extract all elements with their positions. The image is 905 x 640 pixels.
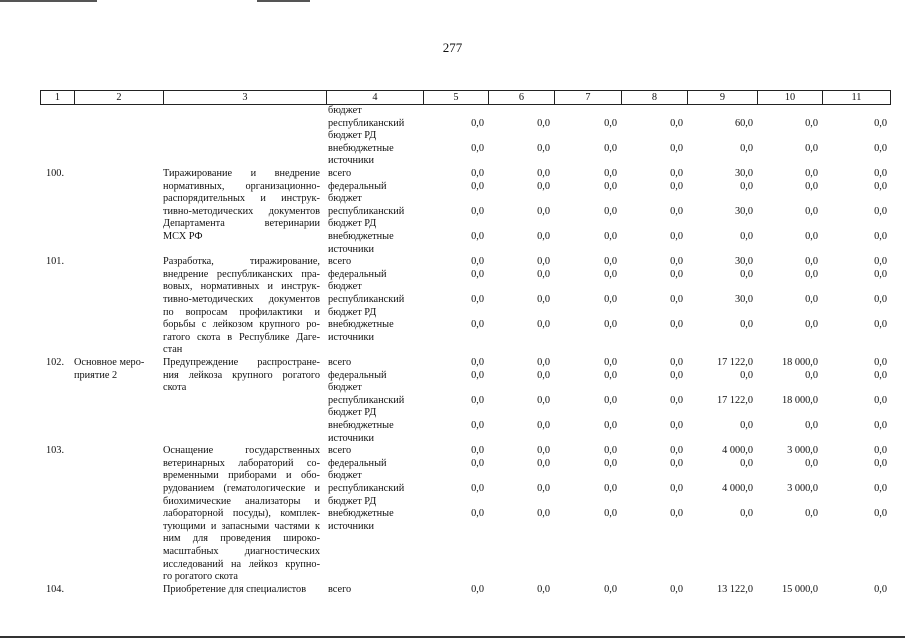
funding-source [328,118,423,143]
value-col-8: 0,0 [670,356,683,368]
value-col-7: 0,0 [604,419,617,431]
value-col-8: 0,0 [670,142,683,154]
description-line: Тиражирование и внедрение [163,168,320,179]
value-col-9: 60,0 [734,117,753,129]
value-col-9: 13 122,0 [716,583,753,595]
budget-table [40,90,891,596]
value-col-8: 0,0 [670,319,683,331]
table-row [40,105,891,168]
value-col-5: 0,0 [471,268,484,280]
activity-description [163,445,320,584]
table-body [40,105,891,596]
value-col-6: 0,0 [537,394,550,406]
description-line: лабораторной посуды), комплек- [163,508,320,520]
description-line: Оснащение государственных [163,445,320,457]
description-line: борьбы с лейкозом крупного ро- [163,319,320,331]
value-col-10: 0,0 [805,205,818,217]
funding-source-line: республиканский [328,205,405,217]
value-col-10: 15 000,0 [781,583,818,595]
description-line: временными приборами и обо- [163,470,320,482]
description-line: гатого скота в Республике Даге- [163,331,320,343]
row-number: 100. [46,168,65,179]
value-col-6: 0,0 [537,419,550,431]
value-col-5: 0,0 [471,117,484,129]
value-col-6: 0,0 [537,231,550,242]
value-col-8: 0,0 [670,117,683,129]
funding-source-line: внебюджетные [328,319,394,331]
description-line: исследований на лейкоз крупно- [163,558,320,570]
value-col-5: 0,0 [471,142,484,154]
description-line: Разработка, тиражирование, [163,256,320,268]
value-col-10: 0,0 [805,319,818,331]
column-header-4: 4 [326,91,423,104]
value-col-5: 0,0 [471,583,484,595]
value-col-8: 0,0 [670,482,683,494]
value-col-6: 0,0 [537,445,550,457]
value-col-10: 0,0 [805,508,818,520]
funding-source-line: республиканский [328,394,405,406]
value-col-5: 0,0 [471,356,484,368]
funding-source [328,483,423,508]
value-col-10: 0,0 [805,168,818,179]
value-col-8: 0,0 [670,419,683,431]
activity-description [163,168,320,244]
value-col-6: 0,0 [537,369,550,381]
value-col-9: 4 000,0 [722,482,753,494]
funding-source-line: федеральный [328,369,387,381]
value-col-9: 0,0 [740,457,753,469]
value-col-5: 0,0 [471,369,484,381]
funding-source-line: источники [328,155,375,167]
activity-description [163,357,320,395]
description-line: масштабных диагностических [163,545,320,557]
value-col-7: 0,0 [604,231,617,242]
funding-source-line: федеральный [328,268,387,280]
value-col-8: 0,0 [670,445,683,457]
funding-source-line: республиканский [328,482,405,494]
value-col-11: 0,0 [874,508,887,520]
value-col-8: 0,0 [670,256,683,268]
funding-source-line: источники [328,331,375,343]
value-col-8: 0,0 [670,231,683,242]
value-col-11: 0,0 [874,205,887,217]
funding-source-line: источники [328,243,375,255]
description-line: рудованием (гематологические и [163,482,320,494]
column-header-10: 10 [757,91,822,104]
top-rule-right [257,0,310,2]
value-col-11: 0,0 [874,369,887,381]
value-col-5: 0,0 [471,508,484,520]
value-col-7: 0,0 [604,457,617,469]
table-row [40,256,891,357]
value-col-9: 30,0 [734,256,753,268]
value-col-5: 0,0 [471,445,484,457]
value-col-8: 0,0 [670,369,683,381]
value-col-5: 0,0 [471,293,484,305]
funding-source [328,395,423,420]
value-col-5: 0,0 [471,457,484,469]
value-col-11: 0,0 [874,142,887,154]
funding-source-line: всего [328,356,352,368]
value-col-8: 0,0 [670,508,683,520]
table-row [40,584,891,597]
funding-source-line: республиканский [328,117,405,129]
value-col-9: 30,0 [734,168,753,179]
top-rule-left [0,0,97,2]
value-col-10: 18 000,0 [781,356,818,368]
value-col-6: 0,0 [537,205,550,217]
value-col-6: 0,0 [537,117,550,129]
funding-source-line: республиканский [328,293,405,305]
value-col-5: 0,0 [471,482,484,494]
funding-source [328,294,423,319]
column-header-1: 1 [40,91,74,104]
value-col-8: 0,0 [670,293,683,305]
funding-source-line: бюджет РД [328,407,377,419]
value-col-6: 0,0 [537,168,550,179]
table-row [40,445,891,584]
value-col-11: 0,0 [874,583,887,595]
row-number: 101. [46,256,65,268]
value-col-7: 0,0 [604,205,617,217]
value-col-10: 0,0 [805,231,818,242]
value-col-11: 0,0 [874,268,887,280]
value-col-8: 0,0 [670,583,683,595]
column-header-5: 5 [423,91,488,104]
value-col-5: 0,0 [471,319,484,331]
funding-source-line: всего [328,168,352,179]
value-col-9: 0,0 [740,419,753,431]
value-col-7: 0,0 [604,369,617,381]
value-col-11: 0,0 [874,256,887,268]
value-col-7: 0,0 [604,319,617,331]
value-col-11: 0,0 [874,168,887,179]
column-header-6: 6 [488,91,554,104]
description-line: Департамента ветеринарии [163,218,320,230]
activity-group-line: приятие 2 [74,369,118,381]
value-col-5: 0,0 [471,205,484,217]
value-col-7: 0,0 [604,394,617,406]
funding-source-line: всего [328,256,352,268]
value-col-10: 0,0 [805,142,818,154]
value-col-5: 0,0 [471,256,484,268]
funding-source-line: внебюджетные [328,508,394,520]
description-line: ним для проведения широко- [163,533,320,545]
value-col-9: 0,0 [740,369,753,381]
description-line: распорядительных и инструк- [163,193,320,205]
value-col-10: 0,0 [805,419,818,431]
value-col-8: 0,0 [670,168,683,179]
value-col-11: 0,0 [874,356,887,368]
value-col-7: 0,0 [604,508,617,520]
activity-group [74,357,161,382]
funding-source-line: внебюджетные [328,142,394,154]
value-col-6: 0,0 [537,319,550,331]
activity-group-line: Основное меро- [74,356,145,368]
funding-source [328,206,423,231]
funding-source [328,458,423,483]
value-col-10: 3 000,0 [787,445,818,457]
funding-source-line: бюджет РД [328,495,377,507]
value-col-11: 0,0 [874,482,887,494]
row-number: 103. [46,445,65,457]
funding-source-line: всего [328,445,352,457]
funding-source-line: источники [328,520,375,532]
activity-description [163,584,320,597]
funding-source-line: внебюджетные [328,231,394,242]
funding-source-line: бюджет РД [328,306,377,318]
value-col-6: 0,0 [537,293,550,305]
value-col-7: 0,0 [604,168,617,179]
funding-source [328,256,423,269]
funding-source-line: бюджет [328,382,362,394]
funding-source-line: федеральный [328,457,387,469]
column-header-9: 9 [687,91,757,104]
value-col-8: 0,0 [670,268,683,280]
value-col-8: 0,0 [670,457,683,469]
column-header-7: 7 [554,91,621,104]
value-col-11: 0,0 [874,117,887,129]
value-col-11: 0,0 [874,319,887,331]
funding-source-line: внебюджетные [328,419,394,431]
funding-source [328,181,423,206]
value-col-10: 0,0 [805,256,818,268]
value-col-9: 0,0 [740,180,753,192]
row-number: 102. [46,356,65,368]
value-col-11: 0,0 [874,457,887,469]
funding-source-line: федеральный [328,180,387,192]
funding-source [328,105,423,118]
description-line: Приобретение для специалистов [163,583,307,595]
funding-source-line: бюджет РД [328,218,377,230]
funding-source-line: всего [328,583,352,595]
funding-source [328,508,423,533]
funding-source [328,269,423,294]
value-col-10: 0,0 [805,180,818,192]
table-row [40,357,891,445]
description-line: биохимические анализаторы и [163,495,320,507]
value-col-9: 30,0 [734,205,753,217]
column-header-8: 8 [621,91,687,104]
value-col-5: 0,0 [471,231,484,242]
value-col-7: 0,0 [604,583,617,595]
column-header-2: 2 [74,91,163,104]
value-col-6: 0,0 [537,356,550,368]
value-col-9: 0,0 [740,231,753,242]
value-col-10: 0,0 [805,117,818,129]
description-line: ния лейкоза крупного рогатого [163,369,320,381]
value-col-9: 0,0 [740,268,753,280]
value-col-8: 0,0 [670,180,683,192]
value-col-10: 0,0 [805,293,818,305]
value-col-10: 0,0 [805,369,818,381]
funding-source [328,231,423,256]
value-col-11: 0,0 [874,180,887,192]
description-line: ветеринарных лабораторий со- [163,457,320,469]
funding-source [328,420,423,445]
value-col-6: 0,0 [537,508,550,520]
page-number: 277 [442,40,463,55]
column-header-3: 3 [163,91,326,104]
value-col-6: 0,0 [537,583,550,595]
value-col-5: 0,0 [471,168,484,179]
description-line: тивно-методических документов [163,293,320,305]
value-col-7: 0,0 [604,256,617,268]
activity-description [163,256,320,357]
value-col-6: 0,0 [537,256,550,268]
funding-source-line: бюджет [328,193,362,205]
value-col-9: 17 122,0 [716,356,753,368]
description-line: скота [163,382,187,394]
value-col-6: 0,0 [537,268,550,280]
description-line: Предупреждение распростране- [163,356,320,368]
column-header-11: 11 [822,91,891,104]
value-col-9: 0,0 [740,508,753,520]
value-col-9: 17 122,0 [716,394,753,406]
value-col-7: 0,0 [604,445,617,457]
value-col-5: 0,0 [471,180,484,192]
description-line: вовых, нормативных и инструк- [163,281,320,293]
value-col-11: 0,0 [874,445,887,457]
description-line: го рогатого скота [163,571,238,583]
column-header-row [40,90,891,105]
value-col-6: 0,0 [537,457,550,469]
value-col-10: 18 000,0 [781,394,818,406]
row-number: 104. [46,583,65,595]
description-line: тивно-методических документов [163,205,320,217]
value-col-7: 0,0 [604,293,617,305]
value-col-11: 0,0 [874,419,887,431]
value-col-7: 0,0 [604,482,617,494]
value-col-9: 0,0 [740,142,753,154]
funding-source-line: бюджет [328,105,362,116]
value-col-6: 0,0 [537,482,550,494]
value-col-9: 4 000,0 [722,445,753,457]
value-col-7: 0,0 [604,117,617,129]
description-line: нормативных, организационно- [163,180,320,192]
description-line: тующими и запасными частями к [163,520,320,532]
value-col-8: 0,0 [670,205,683,217]
value-col-5: 0,0 [471,419,484,431]
value-col-9: 0,0 [740,319,753,331]
funding-source [328,143,423,168]
value-col-5: 0,0 [471,394,484,406]
funding-source [328,445,423,458]
description-line: МСХ РФ [163,230,203,242]
value-col-7: 0,0 [604,180,617,192]
value-col-8: 0,0 [670,394,683,406]
funding-source-line: бюджет [328,470,362,482]
value-col-6: 0,0 [537,142,550,154]
funding-source [328,584,423,597]
value-col-10: 0,0 [805,457,818,469]
value-col-10: 3 000,0 [787,482,818,494]
funding-source-line: источники [328,432,375,444]
value-col-11: 0,0 [874,293,887,305]
funding-source-line: бюджет [328,281,362,293]
value-col-11: 0,0 [874,394,887,406]
value-col-7: 0,0 [604,356,617,368]
funding-source [328,357,423,370]
value-col-6: 0,0 [537,180,550,192]
value-col-7: 0,0 [604,142,617,154]
bottom-rule [0,636,905,638]
value-col-10: 0,0 [805,268,818,280]
funding-source [328,370,423,395]
description-line: внедрение республиканских пра- [163,268,320,280]
table-row [40,168,891,256]
value-col-11: 0,0 [874,231,887,242]
value-col-7: 0,0 [604,268,617,280]
description-line: стан [163,344,183,356]
value-col-9: 30,0 [734,293,753,305]
description-line: по вопросам профилактики и [163,306,320,318]
funding-source [328,168,423,181]
funding-source-line: бюджет РД [328,130,377,142]
funding-source [328,319,423,344]
